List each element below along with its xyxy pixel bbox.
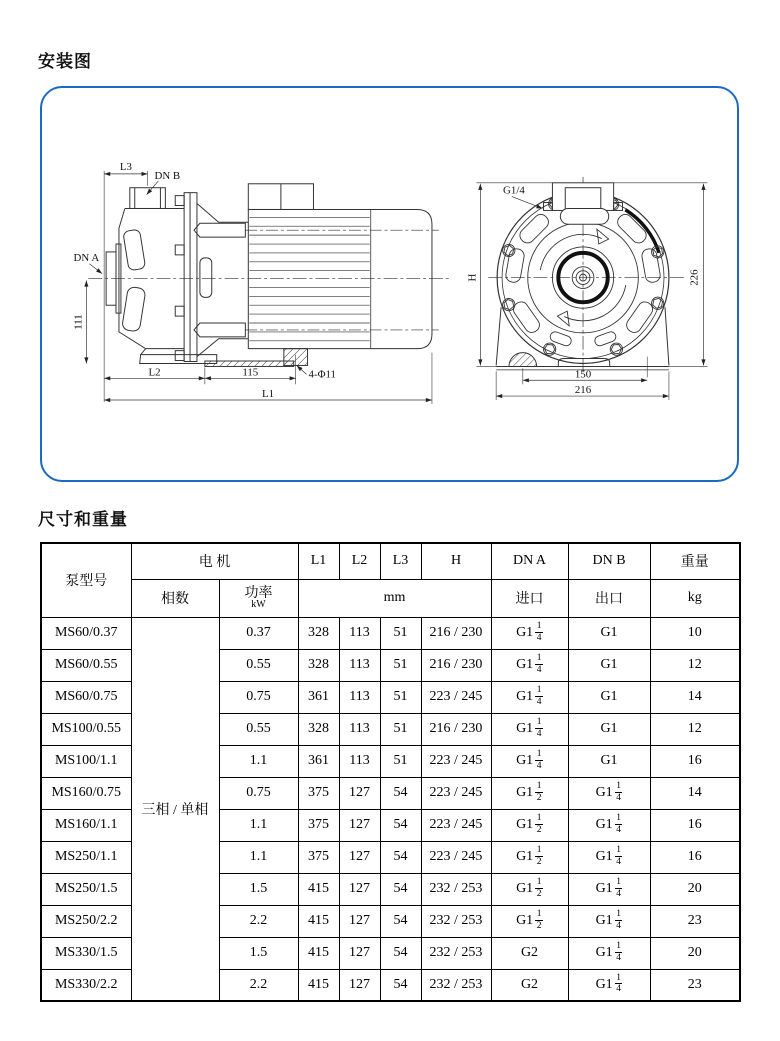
spec-table bbox=[40, 542, 741, 1002]
cell-weight: 20 bbox=[650, 873, 740, 905]
dim-label-l3: L3 bbox=[119, 160, 132, 173]
cell-power: 0.75 bbox=[219, 777, 298, 809]
dim-label-115: 115 bbox=[242, 366, 259, 379]
cell-power: 0.55 bbox=[219, 713, 298, 745]
cell-h: 216 / 230 bbox=[421, 713, 491, 745]
dim-label-h: H bbox=[466, 273, 479, 282]
dim-label-150: 150 bbox=[574, 368, 592, 381]
header-dnb: DN B bbox=[568, 543, 650, 579]
pump-technical-drawing bbox=[42, 88, 737, 480]
cell-l2: 113 bbox=[339, 649, 380, 681]
cell-dnb: G1 bbox=[568, 713, 650, 745]
cell-l1: 361 bbox=[298, 681, 339, 713]
header-l1: L1 bbox=[298, 543, 339, 579]
cell-power: 1.1 bbox=[219, 809, 298, 841]
header-pump-model: 泵型号 bbox=[41, 543, 131, 617]
header-l3: L3 bbox=[380, 543, 421, 579]
cell-weight: 16 bbox=[650, 841, 740, 873]
cell-h: 232 / 253 bbox=[421, 969, 491, 1001]
section-title-installation: 安装图 bbox=[38, 52, 92, 71]
cell-power: 0.55 bbox=[219, 649, 298, 681]
cell-dnb: G1 bbox=[568, 649, 650, 681]
cell-model: MS160/1.1 bbox=[41, 809, 131, 841]
dim-label-111: 111 bbox=[72, 314, 85, 330]
cell-l3: 51 bbox=[380, 745, 421, 777]
dim-label-l2: L2 bbox=[148, 366, 161, 379]
cell-l3: 54 bbox=[380, 809, 421, 841]
cell-power: 1.5 bbox=[219, 937, 298, 969]
cell-weight: 14 bbox=[650, 777, 740, 809]
cell-dna: G1 $\frac{1}{2}$ bbox=[491, 873, 568, 905]
cell-dnb: G1 $\frac{1}{4}$ bbox=[568, 841, 650, 873]
cell-weight: 16 bbox=[650, 745, 740, 777]
header-inlet: 进口 bbox=[491, 579, 568, 617]
cell-l2: 127 bbox=[339, 969, 380, 1001]
cell-h: 232 / 253 bbox=[421, 873, 491, 905]
cell-l2: 127 bbox=[339, 809, 380, 841]
cell-l1: 415 bbox=[298, 969, 339, 1001]
cell-h: 216 / 230 bbox=[421, 617, 491, 649]
cell-l3: 54 bbox=[380, 841, 421, 873]
cell-dna: G1 $\frac{1}{2}$ bbox=[491, 841, 568, 873]
cell-dna: G1 $\frac{1}{4}$ bbox=[491, 681, 568, 713]
cell-h: 223 / 245 bbox=[421, 681, 491, 713]
cell-dna: G1 $\frac{1}{2}$ bbox=[491, 809, 568, 841]
cell-l3: 54 bbox=[380, 937, 421, 969]
port-label-dna: DN A bbox=[73, 251, 100, 264]
spec-table-header bbox=[41, 543, 740, 617]
cell-h: 223 / 245 bbox=[421, 809, 491, 841]
cell-model: MS100/0.55 bbox=[41, 713, 131, 745]
cell-model: MS60/0.37 bbox=[41, 617, 131, 649]
cell-weight: 20 bbox=[650, 937, 740, 969]
cell-weight: 12 bbox=[650, 649, 740, 681]
header-unit-mm: mm bbox=[298, 579, 491, 617]
cell-dna: G1 $\frac{1}{2}$ bbox=[491, 905, 568, 937]
cell-l1: 375 bbox=[298, 777, 339, 809]
cell-l3: 51 bbox=[380, 681, 421, 713]
label-bolt-holes: 4-Φ11 bbox=[308, 368, 336, 381]
header-dna: DN A bbox=[491, 543, 568, 579]
cell-dna: G1 $\frac{1}{4}$ bbox=[491, 745, 568, 777]
cell-l3: 51 bbox=[380, 649, 421, 681]
cell-model: MS250/1.5 bbox=[41, 873, 131, 905]
front-view bbox=[476, 177, 707, 400]
cell-l2: 113 bbox=[339, 745, 380, 777]
cell-l2: 113 bbox=[339, 617, 380, 649]
dim-label-216: 216 bbox=[574, 384, 592, 397]
header-l2: L2 bbox=[339, 543, 380, 579]
cell-l3: 54 bbox=[380, 873, 421, 905]
cell-h: 223 / 245 bbox=[421, 841, 491, 873]
cell-l1: 328 bbox=[298, 617, 339, 649]
cell-weight: 23 bbox=[650, 969, 740, 1001]
cell-dnb: G1 $\frac{1}{4}$ bbox=[568, 809, 650, 841]
section-title-dimensions: 尺寸和重量 bbox=[38, 510, 128, 529]
cell-l2: 127 bbox=[339, 937, 380, 969]
header-power bbox=[219, 579, 298, 617]
cell-dna: G1 $\frac{1}{2}$ bbox=[491, 777, 568, 809]
dim-label-226: 226 bbox=[688, 269, 701, 286]
cell-weight: 23 bbox=[650, 905, 740, 937]
cell-weight: 16 bbox=[650, 809, 740, 841]
cell-l2: 113 bbox=[339, 681, 380, 713]
header-power-label: 功率 bbox=[244, 586, 273, 602]
cell-h: 223 / 245 bbox=[421, 777, 491, 809]
cell-power: 0.75 bbox=[219, 681, 298, 713]
label-g14: G1/4 bbox=[503, 184, 525, 197]
cell-model: MS100/1.1 bbox=[41, 745, 131, 777]
cell-dna: G1 $\frac{1}{4}$ bbox=[491, 713, 568, 745]
cell-weight: 12 bbox=[650, 713, 740, 745]
cell-dnb: G1 $\frac{1}{4}$ bbox=[568, 873, 650, 905]
header-h: H bbox=[421, 543, 491, 579]
cell-l3: 54 bbox=[380, 969, 421, 1001]
cell-l1: 328 bbox=[298, 649, 339, 681]
cell-dnb: G1 bbox=[568, 681, 650, 713]
cell-model: MS160/0.75 bbox=[41, 777, 131, 809]
cell-l3: 54 bbox=[380, 777, 421, 809]
cell-l1: 375 bbox=[298, 809, 339, 841]
table-row bbox=[41, 617, 740, 649]
cell-l1: 361 bbox=[298, 745, 339, 777]
cell-dnb: G1 bbox=[568, 617, 650, 649]
cell-l3: 51 bbox=[380, 617, 421, 649]
cell-weight: 10 bbox=[650, 617, 740, 649]
cell-h: 232 / 253 bbox=[421, 905, 491, 937]
cell-dnb: G1 bbox=[568, 745, 650, 777]
cell-model: MS330/2.2 bbox=[41, 969, 131, 1001]
cell-power: 0.37 bbox=[219, 617, 298, 649]
header-power-unit: kW bbox=[251, 598, 266, 610]
cell-l2: 127 bbox=[339, 905, 380, 937]
cell-l1: 415 bbox=[298, 873, 339, 905]
cell-l3: 51 bbox=[380, 713, 421, 745]
cell-l2: 113 bbox=[339, 713, 380, 745]
cell-dnb: G1 $\frac{1}{4}$ bbox=[568, 969, 650, 1001]
cell-dna: G1 $\frac{1}{4}$ bbox=[491, 649, 568, 681]
dim-label-l1: L1 bbox=[262, 388, 275, 401]
cell-weight: 14 bbox=[650, 681, 740, 713]
cell-dnb: G1 $\frac{1}{4}$ bbox=[568, 905, 650, 937]
cell-h: 216 / 230 bbox=[421, 649, 491, 681]
cell-power: 1.1 bbox=[219, 841, 298, 873]
spec-table-body bbox=[41, 617, 740, 1001]
cell-dna: G2 bbox=[491, 969, 568, 1001]
cell-dnb: G1 $\frac{1}{4}$ bbox=[568, 777, 650, 809]
cell-model: MS60/0.75 bbox=[41, 681, 131, 713]
cell-h: 232 / 253 bbox=[421, 937, 491, 969]
side-view bbox=[86, 171, 450, 404]
cell-power: 2.2 bbox=[219, 969, 298, 1001]
cell-phase: 三相 / 单相 bbox=[131, 617, 219, 1001]
header-motor: 电 机 bbox=[131, 543, 298, 579]
cell-dna: G2 bbox=[491, 937, 568, 969]
cell-model: MS60/0.55 bbox=[41, 649, 131, 681]
header-weight: 重量 bbox=[650, 543, 740, 579]
cell-l1: 375 bbox=[298, 841, 339, 873]
cell-l2: 127 bbox=[339, 777, 380, 809]
cell-power: 2.2 bbox=[219, 905, 298, 937]
cell-l1: 415 bbox=[298, 905, 339, 937]
header-phase: 相数 bbox=[131, 579, 219, 617]
header-outlet: 出口 bbox=[568, 579, 650, 617]
cell-dna: G1 $\frac{1}{4}$ bbox=[491, 617, 568, 649]
cell-power: 1.5 bbox=[219, 873, 298, 905]
cell-model: MS250/1.1 bbox=[41, 841, 131, 873]
header-unit-kg: kg bbox=[650, 579, 740, 617]
cell-model: MS250/2.2 bbox=[41, 905, 131, 937]
cell-l1: 415 bbox=[298, 937, 339, 969]
cell-l2: 127 bbox=[339, 873, 380, 905]
cell-l2: 127 bbox=[339, 841, 380, 873]
installation-diagram-panel bbox=[40, 86, 739, 482]
cell-l1: 328 bbox=[298, 713, 339, 745]
port-label-dnb: DN B bbox=[154, 169, 181, 182]
cell-dnb: G1 $\frac{1}{4}$ bbox=[568, 937, 650, 969]
cell-power: 1.1 bbox=[219, 745, 298, 777]
cell-l3: 54 bbox=[380, 905, 421, 937]
cell-model: MS330/1.5 bbox=[41, 937, 131, 969]
cell-h: 223 / 245 bbox=[421, 745, 491, 777]
